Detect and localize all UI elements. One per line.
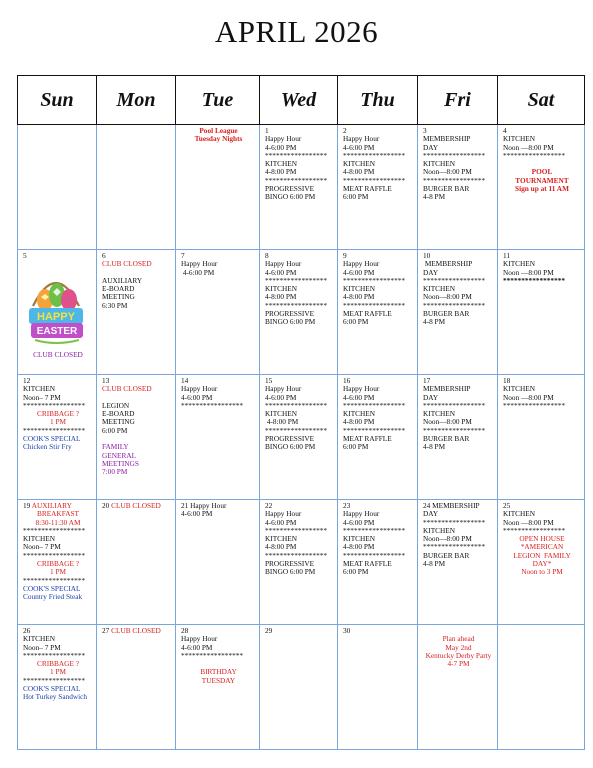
event-line: MEMBERSHIP xyxy=(423,135,471,144)
event-line: 4-8:00 PM xyxy=(265,293,297,302)
event-line: KITCHEN xyxy=(503,135,536,144)
day-cell xyxy=(418,500,498,625)
event-line: Country Fried Steak xyxy=(23,593,83,602)
event-line: PROGRESSIVE xyxy=(265,560,315,569)
event-line: ***************** xyxy=(23,676,86,685)
easter-basket-image xyxy=(25,266,87,344)
day-number: 14 xyxy=(181,377,189,385)
day-number: 6 xyxy=(102,252,106,260)
day-number: 27 xyxy=(102,626,110,635)
event-line: ***************** xyxy=(265,176,328,185)
event-line: E-BOARD xyxy=(102,410,135,419)
event-line: DAY xyxy=(423,143,439,152)
day-cell xyxy=(338,375,418,500)
event-line: CRIBBAGE ? xyxy=(37,560,79,569)
event-line: 6:00 PM xyxy=(343,568,369,577)
day-number: 12 xyxy=(23,377,31,385)
event-line: KITCHEN xyxy=(343,285,376,294)
day-cell xyxy=(338,125,418,250)
event-line: ***************** xyxy=(343,276,406,285)
week-row xyxy=(18,625,585,750)
event-line: 4-8 PM xyxy=(423,318,446,327)
event-line: ***************** xyxy=(23,526,86,535)
event-line: BURGER BAR xyxy=(423,310,470,319)
event-line: Happy Hour xyxy=(343,385,380,394)
event-line: AUXILIARY xyxy=(102,276,143,285)
day-cell xyxy=(176,125,260,250)
event-line: FAMILY xyxy=(102,443,129,452)
event-line: 4-6:00 PM xyxy=(343,393,375,402)
event-line: 4-6:00 PM xyxy=(343,268,375,277)
event-line: Noon —8:00 PM xyxy=(503,518,554,527)
event-line: Noon—8:00 PM xyxy=(423,418,472,427)
weekday-header: Fri xyxy=(418,76,498,125)
event-line xyxy=(181,660,256,668)
day-cell xyxy=(338,250,418,375)
event-line: ***************** xyxy=(23,651,86,660)
weekday-header: Tue xyxy=(176,76,260,125)
event-line: 4-6:00 PM xyxy=(265,143,297,152)
event-line: 6:30 PM xyxy=(102,301,128,310)
event-line xyxy=(102,394,172,402)
event-line: KITCHEN xyxy=(343,535,376,544)
event-line: Happy Hour xyxy=(265,135,302,144)
event-line: 6:00 PM xyxy=(343,318,369,327)
event-line: LEGION FAMILY xyxy=(513,551,571,560)
event-line: ***************** xyxy=(503,151,566,160)
event-line: BINGO 6:00 PM xyxy=(265,318,316,327)
day-cell xyxy=(18,500,97,625)
event-line: Pool League xyxy=(199,127,238,135)
day-cell xyxy=(418,375,498,500)
day-cell xyxy=(338,625,418,750)
event-line: KITCHEN xyxy=(23,385,56,394)
event-line: 4-6:00 PM xyxy=(181,643,213,652)
day-number: 7 xyxy=(181,252,185,260)
day-number: 13 xyxy=(102,377,110,385)
day-number: 5 xyxy=(23,252,27,260)
event-line: 4-6:00 PM xyxy=(181,393,213,402)
event-line: KITCHEN xyxy=(503,260,536,269)
day-number: 10 xyxy=(423,252,431,260)
event-line: Happy Hour xyxy=(343,510,380,519)
event-line: Noon– 7 PM xyxy=(23,643,61,652)
event-line: May 2nd xyxy=(445,643,472,652)
event-line: KITCHEN xyxy=(503,510,536,519)
event-line: ***************** xyxy=(343,301,406,310)
week-row xyxy=(18,250,585,375)
event-line: ***************** xyxy=(343,401,406,410)
event-line: KITCHEN xyxy=(265,285,298,294)
day-number: 19 xyxy=(23,501,31,510)
day-number: 15 xyxy=(265,377,273,385)
event-line: MEMBERSHIP xyxy=(423,260,473,269)
event-line: ***************** xyxy=(343,176,406,185)
event-line: ***************** xyxy=(265,426,328,435)
day-cell xyxy=(97,250,176,375)
event-line: CLUB CLOSED xyxy=(111,501,161,510)
event-line: Tuesday Nights xyxy=(194,135,243,144)
event-line: CRIBBAGE ? xyxy=(37,660,79,669)
day-number: 17 xyxy=(423,377,431,385)
event-line: COOK'S SPECIAL xyxy=(23,584,81,593)
event-line: Noon —8:00 PM xyxy=(503,268,554,277)
event-line: Kentucky Derby Party xyxy=(425,651,492,660)
week-row xyxy=(18,500,585,625)
day-number: 26 xyxy=(23,627,31,635)
day-cell xyxy=(260,125,338,250)
page-title: APRIL 2026 xyxy=(214,14,379,49)
event-line: ***************** xyxy=(423,276,486,285)
event-line: Noon—8:00 PM xyxy=(423,293,472,302)
event-line: ***************** xyxy=(503,526,566,535)
week-row xyxy=(18,375,585,500)
event-line: 4-6:00 PM xyxy=(265,393,297,402)
event-line: ***************** xyxy=(181,651,244,660)
event-line: KITCHEN xyxy=(265,535,298,544)
day-cell xyxy=(97,125,176,250)
event-line: 6:00 PM xyxy=(343,443,369,452)
day-number: 16 xyxy=(343,377,351,385)
day-cell xyxy=(498,250,585,375)
event-line: 6:00 PM xyxy=(343,193,369,202)
event-line: Plan ahead xyxy=(442,635,475,644)
day-number: 8 xyxy=(265,252,269,260)
day-number: 4 xyxy=(503,127,507,135)
event-line: ***************** xyxy=(265,551,328,560)
day-cell xyxy=(97,625,176,750)
event-line: BINGO 6:00 PM xyxy=(265,193,316,202)
day-number: 9 xyxy=(343,252,347,260)
event-line: MEAT RAFFLE xyxy=(343,310,392,319)
weekday-header: Sat xyxy=(498,76,585,125)
event-line: AUXILIARY xyxy=(31,501,72,510)
event-line: 6:00 PM xyxy=(102,426,128,435)
week-row xyxy=(18,125,585,250)
event-line: ***************** xyxy=(503,401,566,410)
day-cell xyxy=(18,625,97,750)
event-line: CLUB CLOSED xyxy=(102,385,152,394)
day-cell xyxy=(418,625,498,750)
event-line: 4-6:00 PM xyxy=(265,268,297,277)
event-line: BIRTHDAY xyxy=(200,668,237,677)
day-number: 29 xyxy=(265,627,273,635)
event-line: Noon– 7 PM xyxy=(23,543,61,552)
event-line: ***************** xyxy=(23,401,86,410)
event-line: PROGRESSIVE xyxy=(265,185,315,194)
event-line: CRIBBAGE ? xyxy=(37,410,79,419)
day-cell xyxy=(418,250,498,375)
day-number: 2 xyxy=(343,127,347,135)
event-line: 1 PM xyxy=(49,418,67,427)
event-line: 1 PM xyxy=(49,568,67,577)
event-line: ***************** xyxy=(265,301,328,310)
event-line: Happy Hour xyxy=(265,510,302,519)
event-line: KITCHEN xyxy=(265,160,298,169)
event-line: ***************** xyxy=(423,151,486,160)
event-line: KITCHEN xyxy=(423,410,456,419)
day-cell xyxy=(498,125,585,250)
event-line: KITCHEN xyxy=(423,526,456,535)
event-line: Happy Hour xyxy=(181,385,218,394)
event-line: ***************** xyxy=(265,526,328,535)
event-line: Noon—8:00 PM xyxy=(423,535,472,544)
event-line: PROGRESSIVE xyxy=(265,310,315,319)
event-line: MEETING xyxy=(102,293,135,302)
event-line: Happy Hour xyxy=(181,260,218,269)
day-cell xyxy=(18,125,97,250)
event-line: 4-7 PM xyxy=(447,660,470,669)
event-line: 4-6:00 PM xyxy=(181,510,213,519)
event-line: Noon —8:00 PM xyxy=(503,393,554,402)
event-line: 4-6:00 PM xyxy=(265,518,297,527)
event-line: BURGER BAR xyxy=(423,551,470,560)
event-line: KITCHEN xyxy=(265,410,298,419)
event-line: CLUB CLOSED xyxy=(33,350,83,359)
event-line: ***************** xyxy=(23,551,86,560)
event-line: BURGER BAR xyxy=(423,435,470,444)
event-line: KITCHEN xyxy=(23,635,56,644)
day-number: 22 xyxy=(265,502,273,510)
day-cell xyxy=(498,375,585,500)
event-line: ***************** xyxy=(343,551,406,560)
event-line: ***************** xyxy=(23,426,86,435)
event-line: MEAT RAFFLE xyxy=(343,435,392,444)
event-line: 4-6:00 PM xyxy=(181,268,215,277)
event-line: 4-8 PM xyxy=(423,193,446,202)
event-line: CLUB CLOSED xyxy=(111,626,161,635)
event-line: Happy Hour xyxy=(190,501,227,510)
event-line: Hot Turkey Sandwich xyxy=(23,693,88,702)
event-line: MEETING xyxy=(102,418,135,427)
event-line xyxy=(102,269,172,277)
day-number: 25 xyxy=(503,502,511,510)
day-cell xyxy=(97,500,176,625)
event-line: DAY xyxy=(423,393,439,402)
event-line: 4-6:00 PM xyxy=(343,143,375,152)
event-line: E-BOARD xyxy=(102,285,135,294)
day-number: 20 xyxy=(102,501,110,510)
event-line: KITCHEN xyxy=(423,285,456,294)
event-line: ***************** xyxy=(265,151,328,160)
day-number: 24 xyxy=(423,501,431,510)
easter-text-happy: HAPPY xyxy=(37,311,75,324)
event-line: MEMBERSHIP xyxy=(423,385,471,394)
event-line: PROGRESSIVE xyxy=(265,435,315,444)
event-line: 4-8:00 PM xyxy=(265,543,297,552)
event-line: CLUB CLOSED xyxy=(102,260,152,269)
event-line xyxy=(102,435,172,443)
event-line: 4-8:00 PM xyxy=(265,418,299,427)
event-line: Chicken Stir Fry xyxy=(23,443,72,452)
calendar-grid xyxy=(17,75,585,750)
event-line: Noon– 7 PM xyxy=(23,393,61,402)
event-line: DAY* xyxy=(532,560,552,569)
event-line: DAY xyxy=(423,510,439,519)
event-line: KITCHEN xyxy=(503,385,536,394)
event-line: TUESDAY xyxy=(201,676,236,685)
day-cell xyxy=(498,625,585,750)
day-cell xyxy=(418,125,498,250)
event-line: POOL xyxy=(531,168,553,177)
event-line xyxy=(503,160,581,168)
event-line: BINGO 6:00 PM xyxy=(265,568,316,577)
event-line: Noon —8:00 PM xyxy=(503,143,554,152)
event-line: MEAT RAFFLE xyxy=(343,185,392,194)
day-cell xyxy=(176,375,260,500)
day-cell xyxy=(338,500,418,625)
event-line: 4-6:00 PM xyxy=(343,518,375,527)
event-line: KITCHEN xyxy=(343,160,376,169)
event-line: ***************** xyxy=(343,426,406,435)
event-line: DAY xyxy=(423,268,439,277)
event-line: ***************** xyxy=(343,526,406,535)
day-number: 3 xyxy=(423,127,427,135)
day-cell xyxy=(18,250,97,375)
weekday-header-row xyxy=(18,76,585,125)
event-line: ***************** xyxy=(181,401,244,410)
event-line: Happy Hour xyxy=(265,260,302,269)
event-line: Noon to 3 PM xyxy=(521,568,563,577)
event-line: Sign up at 11 AM xyxy=(515,185,569,194)
weekday-header: Wed xyxy=(260,76,338,125)
event-line: 4-8:00 PM xyxy=(343,418,375,427)
day-number: 18 xyxy=(503,377,511,385)
day-cell xyxy=(260,500,338,625)
event-line: OPEN HOUSE xyxy=(519,535,565,544)
event-line: 4-8:00 PM xyxy=(343,168,375,177)
event-line: 4-8:00 PM xyxy=(343,293,375,302)
event-line: ***************** xyxy=(423,543,486,552)
day-cell xyxy=(260,375,338,500)
event-line: Happy Hour xyxy=(343,135,380,144)
event-line: BREAKFAST xyxy=(36,510,80,519)
event-line: 4-8 PM xyxy=(423,443,446,452)
day-number: 28 xyxy=(181,627,189,635)
event-line: 4-8 PM xyxy=(423,560,446,569)
weekday-header: Mon xyxy=(97,76,176,125)
event-line: 4-8:00 PM xyxy=(265,168,297,177)
day-cell xyxy=(176,500,260,625)
event-line: 8:30-11:30 AM xyxy=(35,518,81,527)
event-line: BINGO 6:00 PM xyxy=(265,443,316,452)
calendar-body xyxy=(18,125,585,750)
event-line xyxy=(423,627,494,635)
day-number: 11 xyxy=(503,252,511,260)
day-cell xyxy=(97,375,176,500)
day-cell xyxy=(18,375,97,500)
event-line: 1 PM xyxy=(49,668,67,677)
event-line: MEMBERSHIP xyxy=(432,501,480,510)
easter-text-easter: EASTER xyxy=(36,326,78,338)
day-number: 23 xyxy=(343,502,351,510)
event-line: LEGION xyxy=(102,401,130,410)
event-line: ***************** xyxy=(265,401,328,410)
day-number: 1 xyxy=(265,127,269,135)
day-cell xyxy=(176,625,260,750)
event-line: ***************** xyxy=(23,576,86,585)
event-line: ***************** xyxy=(423,176,486,185)
day-cell xyxy=(176,250,260,375)
event-line: *AMERICAN xyxy=(520,543,564,552)
event-line: ***************** xyxy=(343,151,406,160)
event-line: KITCHEN xyxy=(23,535,56,544)
event-line: MEETINGS xyxy=(102,459,139,468)
event-line: ***************** xyxy=(423,518,486,527)
event-line: BURGER BAR xyxy=(423,185,470,194)
day-number: 21 xyxy=(181,501,189,510)
event-line: ***************** xyxy=(423,426,486,435)
event-line: Happy Hour xyxy=(181,635,218,644)
event-line: Happy Hour xyxy=(265,385,302,394)
event-line: MEAT RAFFLE xyxy=(343,560,392,569)
day-cell xyxy=(260,625,338,750)
day-number: 30 xyxy=(343,627,351,635)
event-line: 7:00 PM xyxy=(102,468,128,477)
event-line: Happy Hour xyxy=(343,260,380,269)
event-line: ***************** xyxy=(265,276,328,285)
day-cell xyxy=(498,500,585,625)
event-line: KITCHEN xyxy=(423,160,456,169)
event-line: Noon—8:00 PM xyxy=(423,168,472,177)
event-line: TOURNAMENT xyxy=(515,176,569,185)
event-line: GENERAL xyxy=(102,451,137,460)
event-line: KITCHEN xyxy=(343,410,376,419)
day-cell xyxy=(260,250,338,375)
event-line: 4-8:00 PM xyxy=(343,543,375,552)
event-line: ***************** xyxy=(423,301,486,310)
event-line: ***************** xyxy=(503,276,566,285)
weekday-header: Thu xyxy=(338,76,418,125)
weekday-header: Sun xyxy=(18,76,97,125)
event-line: COOK'S SPECIAL xyxy=(23,685,81,694)
event-line: COOK'S SPECIAL xyxy=(23,435,81,444)
event-line: ***************** xyxy=(423,401,486,410)
